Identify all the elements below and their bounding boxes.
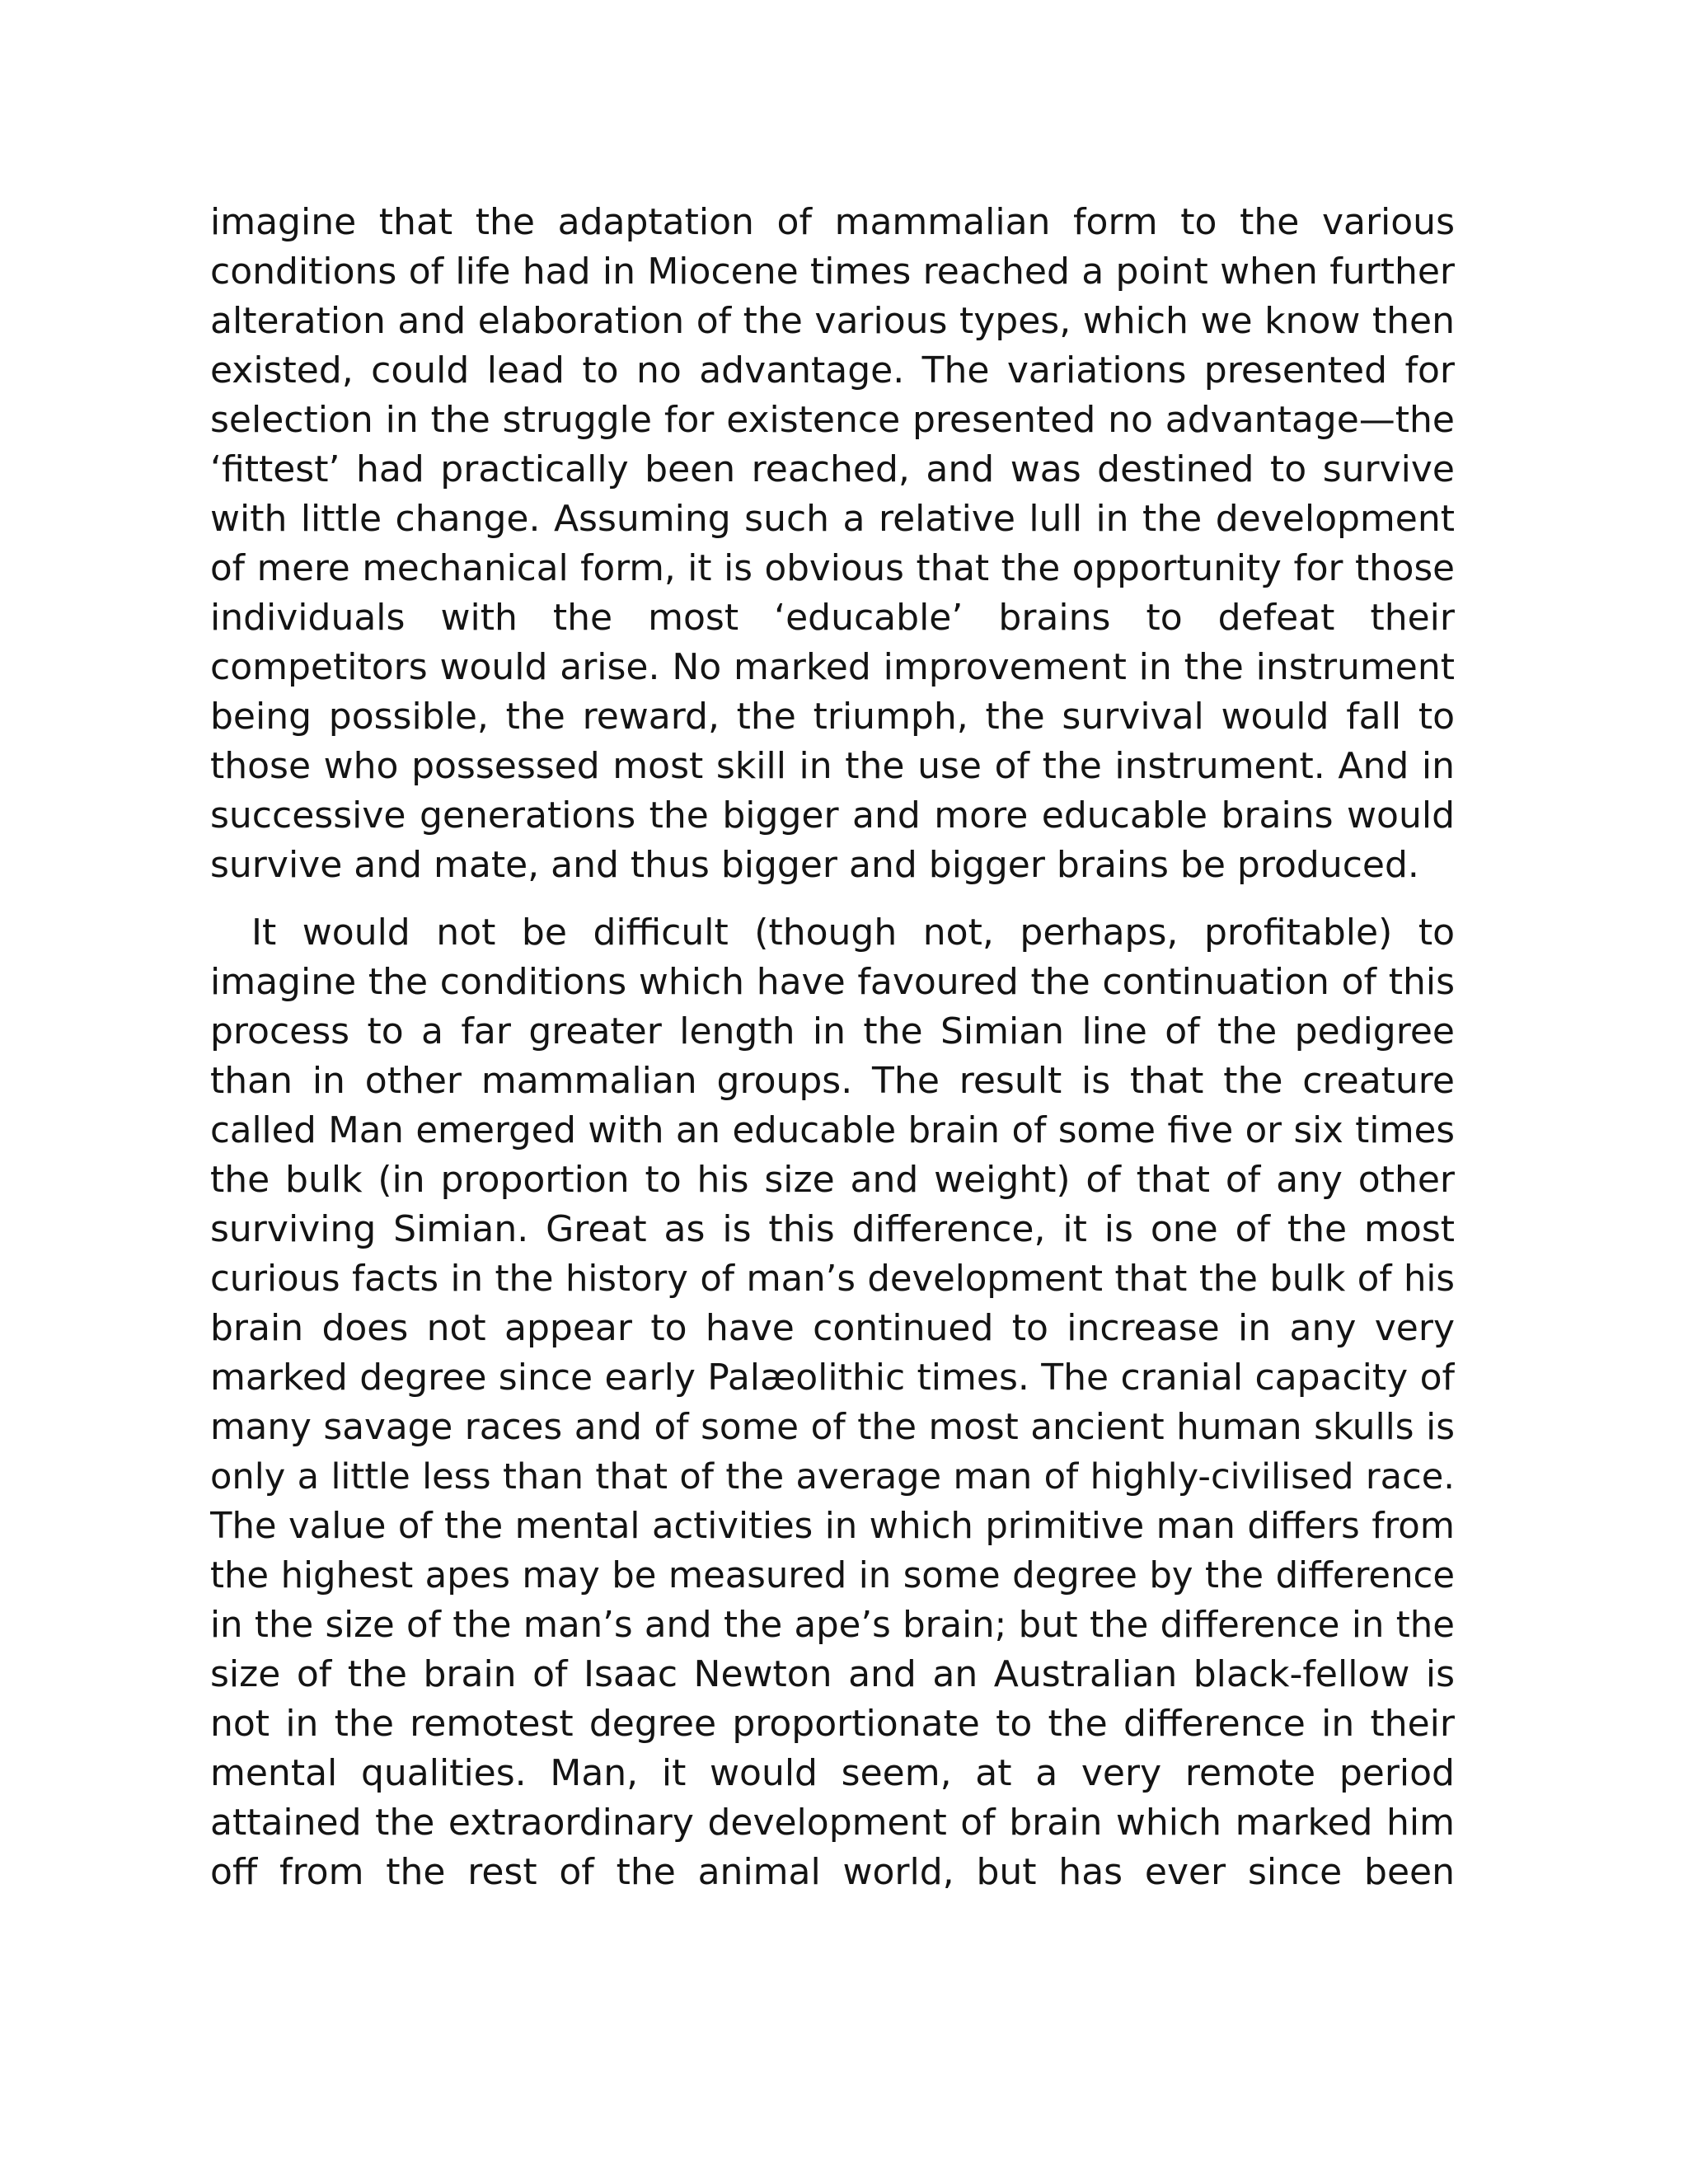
text-line: not in the remotest degree proportionate to the difference in their xyxy=(210,1703,1455,1745)
text-line: marked degree since early Palæolithic times. The cranial capacity of xyxy=(210,1357,1455,1399)
text-line: off from the rest of the animal world, but has ever since been xyxy=(210,1851,1455,1893)
text-line: conditions of life had in Miocene times reached a point when further xyxy=(210,251,1455,293)
text-line: with little change. Assuming such a relative lull in the development xyxy=(210,498,1455,540)
paragraph-1 xyxy=(210,198,1455,890)
text-line: survive and mate, and thus bigger and bigger brains be produced. xyxy=(210,844,1419,886)
text-line: selection in the struggle for existence presented no advantage—the xyxy=(210,399,1455,441)
text-line: successive generations the bigger and more educable brains would xyxy=(210,794,1455,837)
body-text xyxy=(210,198,1455,1897)
text-line: in the size of the man’s and the ape’s brain; but the difference in the xyxy=(210,1605,1455,1646)
paragraph-spacer xyxy=(210,890,1455,908)
text-line: It would not be difficult (though not, perhaps, profitable) to xyxy=(251,912,1455,954)
text-line: attained the extraordinary development of brain which marked him xyxy=(210,1802,1455,1844)
text-line: those who possessed most skill in the use of the instrument. And in xyxy=(210,745,1455,787)
text-line: only a little less than that of the average man of highly-civilised race. xyxy=(210,1456,1455,1497)
text-line: brain does not appear to have continued to increase in any very xyxy=(210,1307,1455,1349)
text-line: ‘fittest’ had practically been reached, and was destined to survive xyxy=(210,448,1455,490)
text-line: called Man emerged with an educable brain of some five or six times xyxy=(210,1110,1455,1151)
paragraph-2 xyxy=(210,908,1455,1897)
text-line: surviving Simian. Great as is this difference, it is one of the most xyxy=(210,1208,1455,1250)
text-line: many savage races and of some of the most ancient human skulls is xyxy=(210,1406,1455,1448)
text-line: the highest apes may be measured in some degree by the difference xyxy=(210,1555,1455,1596)
text-line: imagine that the adaptation of mammalian form to the various xyxy=(210,201,1455,243)
text-line: competitors would arise. No marked improvement in the instrument xyxy=(210,646,1455,688)
text-line: imagine the conditions which have favoured the continuation of this xyxy=(210,961,1455,1003)
text-line: than in other mammalian groups. The result is that the creature xyxy=(210,1060,1455,1102)
text-line: the bulk (in proportion to his size and weight) of that of any other xyxy=(210,1159,1455,1201)
text-line: alteration and elaboration of the various types, which we know then xyxy=(210,300,1455,342)
text-line: being possible, the reward, the triumph, the survival would fall to xyxy=(210,696,1455,738)
text-line: curious facts in the history of man’s development that the bulk of his xyxy=(210,1258,1455,1300)
text-line: individuals with the most ‘educable’ brains to defeat their xyxy=(210,597,1455,639)
text-line: mental qualities. Man, it would seem, at a very remote period xyxy=(210,1752,1455,1794)
text-line: of mere mechanical form, it is obvious that the opportunity for those xyxy=(210,548,1455,589)
text-line: existed, could lead to no advantage. The variations presented for xyxy=(210,349,1455,391)
text-line: size of the brain of Isaac Newton and an Australian black-fellow is xyxy=(210,1653,1455,1695)
text-line: process to a far greater length in the Simian line of the pedigree xyxy=(210,1010,1455,1052)
text-line: The value of the mental activities in which primitive man differs from xyxy=(210,1506,1455,1547)
